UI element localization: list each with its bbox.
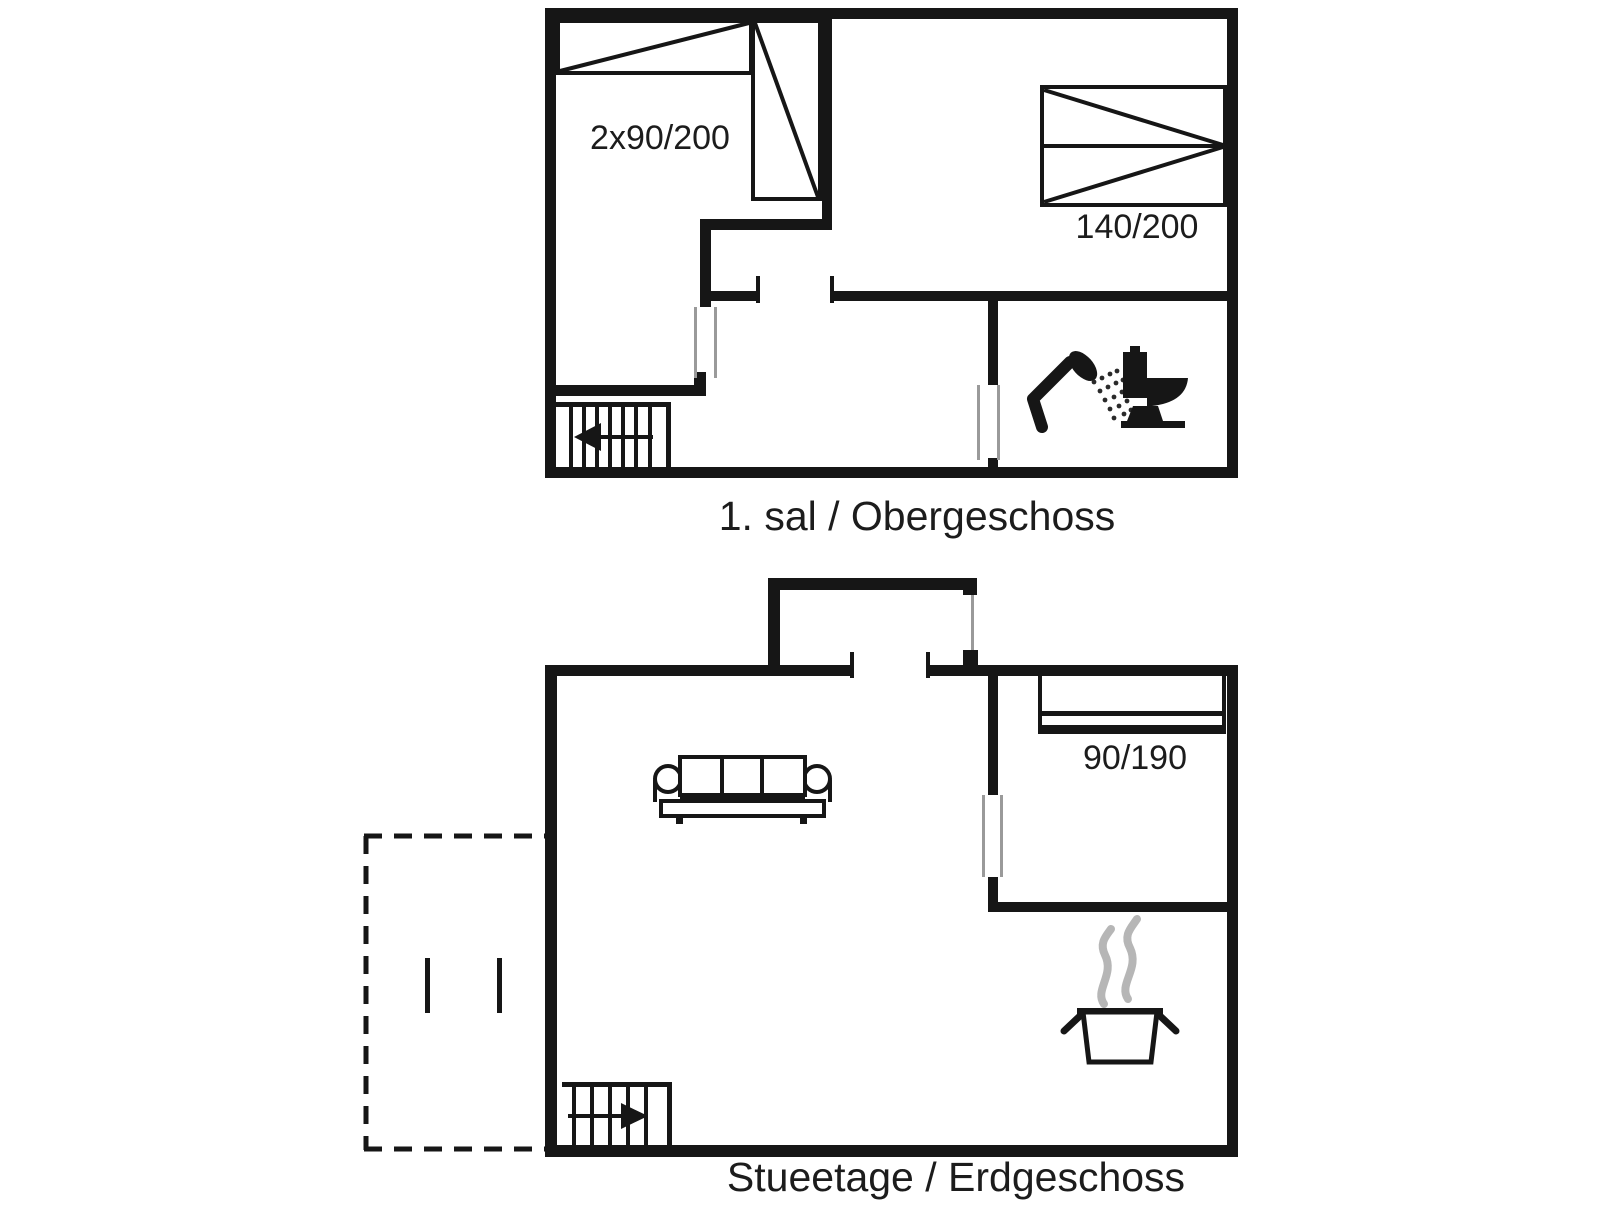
bed-top-edge <box>1038 672 1226 676</box>
wall-bedroom-west-upper <box>988 676 998 795</box>
wall-upper-top <box>545 8 1238 19</box>
ground-floor-plan <box>364 578 1238 1157</box>
bed-bottom-edge <box>1038 725 1226 734</box>
steam-icon <box>1101 929 1111 1004</box>
bed-diagonal <box>560 23 749 71</box>
single-bed-horizontal <box>558 21 751 73</box>
wall-porch-top <box>768 578 977 590</box>
terrace-mark-right <box>497 958 502 1013</box>
bed-right-edge <box>1222 672 1226 734</box>
toilet-bowl <box>1147 378 1188 406</box>
toilet-icon <box>1121 346 1188 428</box>
sofa-base <box>661 801 824 816</box>
terrace-dashed-outline <box>364 836 556 1150</box>
wall-upper-bottom <box>545 467 1238 478</box>
door-bedroom2-tick-left <box>756 276 760 303</box>
door-bedroom-jamb-left <box>982 795 985 877</box>
stairs-top-edge <box>556 402 671 407</box>
door-bathroom-jamb-right <box>997 385 1000 460</box>
wall-above-stairs <box>545 385 706 396</box>
stairs-top-edge <box>562 1082 672 1087</box>
single-bed-vertical <box>753 21 820 199</box>
upper-floor-label: 1. sal / Obergeschoss <box>718 493 1116 539</box>
door-bathroom-jamb-left <box>977 385 980 460</box>
door-entrance-tick-right <box>926 652 930 678</box>
bed-diagonal-bottom <box>1044 147 1223 202</box>
wall-bathroom-west-upper <box>988 296 998 385</box>
cooking-pot-icon <box>1064 1008 1176 1062</box>
staircase-down-arrow-icon <box>556 402 671 467</box>
stairs-direction-line <box>598 435 653 439</box>
sofa-icon <box>655 757 830 824</box>
bed-left-edge <box>1038 672 1042 734</box>
door-bedroom1-jamb-left <box>694 307 697 378</box>
wall-bedroom-south <box>988 902 1227 912</box>
pot-handle-left <box>1064 1015 1081 1031</box>
sofa-armrest-left <box>655 766 681 792</box>
pot-handle-right <box>1159 1015 1176 1031</box>
shower-arm <box>1033 362 1070 427</box>
single-bed-ground <box>1038 672 1226 734</box>
wall-bathroom-west-lower <box>988 458 998 478</box>
wall-ground-top-left <box>545 665 852 676</box>
door-bedroom2-tick-right <box>830 276 834 303</box>
bed-size-label-2x90-200: 2x90/200 <box>590 119 730 157</box>
sofa-seat-line <box>680 795 805 799</box>
wall-porch-right-stub <box>963 578 977 595</box>
bed-diagonal <box>755 23 818 197</box>
pot-rim <box>1077 1008 1163 1014</box>
stairs-right-edge <box>666 402 671 467</box>
door-entrance-tick-left <box>850 652 854 678</box>
toilet-base <box>1121 421 1185 428</box>
stairs-arrow-right <box>621 1103 648 1129</box>
stairs-direction-line <box>568 1114 624 1118</box>
double-bed <box>1042 87 1225 205</box>
stairs-arrow-left <box>574 423 601 451</box>
stair-tread <box>569 407 573 467</box>
bed-diagonal-top <box>1044 90 1223 145</box>
wall-hall-north-left <box>700 291 759 301</box>
terrace-mark-left <box>425 958 430 1013</box>
wall-porch-left <box>768 578 780 675</box>
shower-icon <box>1033 346 1133 427</box>
toilet-button <box>1130 346 1140 353</box>
door-bedroom1-jamb-right <box>714 307 717 378</box>
stairs-right-edge <box>667 1082 672 1145</box>
kitchen-area <box>1064 919 1176 1062</box>
wall-ground-left <box>545 665 557 1157</box>
wall-upper-left <box>545 8 556 478</box>
ground-floor-label: Stueetage / Erdgeschoss <box>726 1154 1186 1200</box>
steam-icon <box>1125 919 1137 999</box>
sofa-leg-right <box>800 816 807 824</box>
door-porch-jamb <box>971 595 974 652</box>
pot-body <box>1083 1012 1157 1062</box>
sofa-armrest-right <box>804 766 830 792</box>
wall-bedroom1-south <box>700 219 832 230</box>
wall-bedroom1-east <box>822 8 832 230</box>
sofa-leg-left <box>676 816 683 824</box>
toilet-pedestal <box>1127 406 1163 421</box>
bed-inner-line <box>1038 711 1226 716</box>
wall-ground-right <box>1227 665 1238 1157</box>
staircase-up-arrow-icon <box>562 1082 672 1145</box>
bed-size-label-90-190: 90/190 <box>1083 739 1187 777</box>
toilet-tank <box>1123 352 1147 398</box>
wall-hall-north-right <box>831 291 1238 301</box>
sofa-backrest <box>680 757 805 795</box>
door-bedroom-jamb-right <box>1000 795 1003 877</box>
bed-size-label-140-200: 140/200 <box>1075 208 1199 246</box>
